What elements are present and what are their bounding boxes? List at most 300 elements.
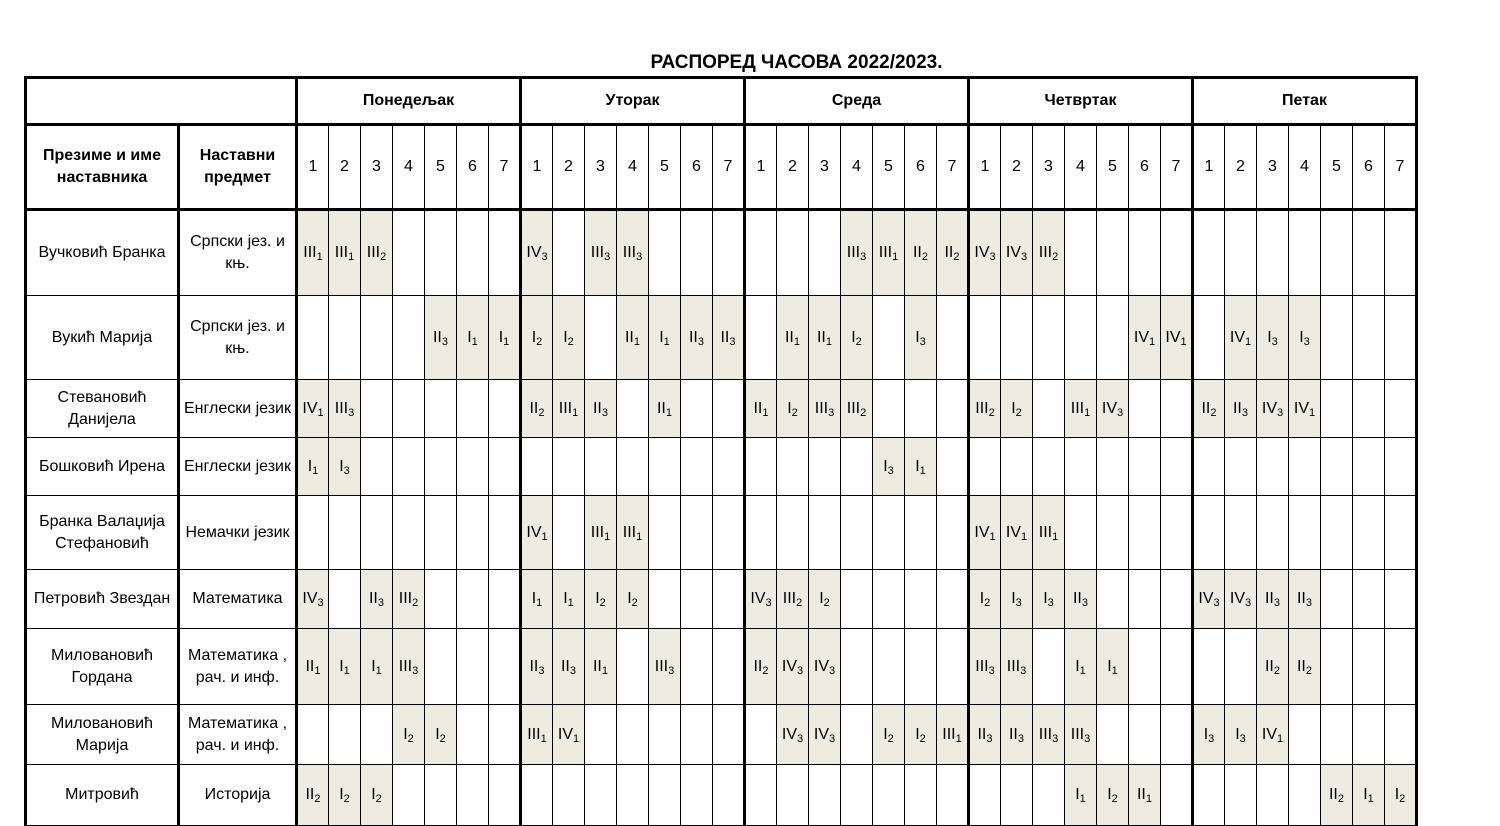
class-section: 3 (887, 464, 894, 477)
class-grade: IV (781, 725, 797, 743)
class-grade: I (1394, 786, 1400, 803)
class-section: 2 (439, 732, 446, 745)
empty-slot (585, 705, 617, 765)
class-section: 1 (989, 530, 996, 543)
class-slot (361, 629, 393, 705)
empty-slot (521, 438, 553, 496)
empty-slot (873, 765, 905, 826)
period-number: 7 (713, 125, 745, 210)
period-number: 5 (873, 125, 905, 210)
class-grade: II (1296, 590, 1306, 607)
class-section: 3 (1271, 335, 1278, 348)
empty-slot (1161, 570, 1193, 629)
class-section: 3 (1241, 406, 1248, 419)
class-grade: I (1203, 725, 1209, 743)
period-number: 6 (1129, 125, 1161, 210)
empty-slot (393, 765, 425, 826)
class-section: 1 (1079, 793, 1086, 805)
class-grade: II (656, 399, 666, 417)
empty-slot (1257, 496, 1289, 570)
empty-slot (1225, 496, 1257, 570)
empty-slot (1321, 438, 1353, 496)
empty-slot (713, 438, 745, 496)
empty-slot (713, 380, 745, 438)
empty-slot (1385, 296, 1417, 380)
class-section: 2 (796, 597, 803, 609)
empty-slot (1033, 765, 1065, 826)
empty-slot (617, 705, 649, 765)
class-slot (1257, 629, 1289, 705)
class-section: 2 (1337, 793, 1344, 805)
class-slot (969, 210, 1001, 296)
class-section: 1 (919, 464, 926, 477)
empty-slot (1033, 629, 1065, 705)
empty-slot (457, 380, 489, 438)
empty-slot (937, 496, 969, 570)
empty-slot (1321, 496, 1353, 570)
class-section: 3 (989, 251, 996, 263)
empty-slot (1385, 496, 1417, 570)
class-slot (777, 380, 809, 438)
empty-slot (425, 765, 457, 826)
class-slot (873, 210, 905, 296)
class-section: 3 (986, 732, 993, 745)
empty-slot (1353, 438, 1385, 496)
empty-slot (297, 496, 329, 570)
empty-slot (681, 210, 713, 296)
class-slot (361, 765, 393, 826)
empty-slot (457, 438, 489, 496)
empty-slot (457, 210, 489, 296)
empty-slot (905, 380, 937, 438)
class-slot (905, 438, 937, 496)
empty-slot (1161, 705, 1193, 765)
class-grade: II (816, 328, 826, 346)
period-number: 5 (1321, 125, 1353, 210)
class-section: 2 (314, 793, 321, 805)
teacher-row (26, 765, 1417, 826)
class-section: 3 (1015, 597, 1022, 609)
class-section: 2 (1399, 793, 1406, 805)
class-slot (1193, 570, 1225, 629)
empty-slot (745, 296, 777, 380)
class-slot (1289, 570, 1321, 629)
class-section: 3 (797, 664, 804, 677)
class-slot (553, 380, 585, 438)
class-section: 3 (765, 597, 772, 609)
class-section: 3 (1047, 597, 1054, 609)
day-header: Среда (745, 78, 969, 125)
empty-slot (393, 438, 425, 496)
empty-slot (1385, 210, 1417, 296)
class-grade: II (1072, 590, 1082, 607)
class-section: 1 (317, 406, 324, 419)
class-grade: II (977, 725, 987, 743)
teacher-subject: Математика , рач. и инф. (179, 705, 297, 765)
day-header: Уторак (521, 78, 745, 125)
empty-slot (1001, 296, 1033, 380)
class-section: 3 (343, 464, 350, 477)
empty-slot (777, 765, 809, 826)
empty-slot (809, 210, 841, 296)
empty-slot (1129, 380, 1161, 438)
class-grade: I (498, 328, 504, 346)
period-number: 1 (1193, 125, 1225, 210)
class-slot (585, 380, 617, 438)
class-slot (457, 296, 489, 380)
empty-slot (425, 380, 457, 438)
empty-slot (585, 438, 617, 496)
class-grade: I (531, 328, 537, 346)
empty-slot (489, 629, 521, 705)
class-slot (585, 210, 617, 296)
class-slot (297, 570, 329, 629)
class-grade: IV (1229, 328, 1245, 346)
teacher-name: Миловановић Гордана (26, 629, 179, 705)
empty-slot (1225, 438, 1257, 496)
class-section: 2 (599, 597, 606, 609)
class-grade: IV (974, 244, 990, 261)
teacher-name: Вучковић Бранка (26, 210, 179, 296)
class-section: 3 (919, 335, 926, 348)
class-grade: II (592, 399, 602, 417)
class-grade: III (334, 244, 349, 261)
class-slot (393, 629, 425, 705)
class-grade: III (975, 657, 989, 675)
class-section: 3 (1020, 664, 1027, 677)
class-grade: III (846, 399, 861, 417)
empty-slot (1321, 570, 1353, 629)
class-grade: IV (1293, 399, 1309, 417)
class-slot (1161, 296, 1193, 380)
class-grade: IV (1133, 328, 1149, 346)
class-grade: I (531, 590, 537, 607)
empty-slot (649, 765, 681, 826)
class-grade: III (398, 657, 413, 675)
empty-slot (297, 296, 329, 380)
class-grade: II (784, 328, 794, 346)
class-grade: II (560, 657, 570, 675)
class-section: 3 (569, 664, 576, 677)
class-section: 1 (540, 732, 547, 745)
class-slot (745, 629, 777, 705)
class-grade: III (622, 244, 637, 261)
empty-slot (329, 705, 361, 765)
class-section: 3 (1239, 732, 1246, 745)
class-section: 2 (1111, 793, 1118, 805)
class-grade: IV (302, 399, 318, 417)
corner-cell (26, 78, 297, 125)
class-grade: IV (1101, 399, 1117, 417)
class-section: 1 (375, 664, 382, 677)
empty-slot (457, 765, 489, 826)
class-slot (329, 210, 361, 296)
class-section: 3 (1273, 597, 1280, 609)
empty-slot (1097, 496, 1129, 570)
class-section: 1 (1180, 335, 1187, 348)
class-slot (777, 296, 809, 380)
class-grade: I (339, 657, 344, 675)
class-grade: III (1038, 244, 1053, 261)
class-section: 3 (317, 597, 324, 609)
empty-slot (649, 496, 681, 570)
day-header: Четвртак (969, 78, 1193, 125)
empty-slot (297, 705, 329, 765)
class-grade: II (1136, 786, 1146, 803)
empty-slot (553, 765, 585, 826)
class-section: 2 (536, 335, 543, 348)
class-section: 3 (729, 335, 736, 348)
class-section: 2 (1305, 664, 1312, 677)
empty-slot (1385, 380, 1417, 438)
empty-slot (553, 438, 585, 496)
class-grade: I (851, 328, 856, 346)
class-slot (969, 570, 1001, 629)
teacher-name: Миловановић Марија (26, 705, 179, 765)
class-section: 3 (829, 732, 836, 745)
empty-slot (745, 438, 777, 496)
class-slot (297, 765, 329, 826)
class-section: 1 (663, 335, 670, 348)
class-grade: III (1038, 725, 1053, 743)
class-slot (649, 629, 681, 705)
class-section: 2 (375, 793, 382, 805)
empty-slot (841, 438, 873, 496)
class-slot (297, 380, 329, 438)
class-section: 2 (984, 597, 991, 609)
empty-slot (713, 705, 745, 765)
class-grade: II (624, 328, 634, 346)
empty-slot (681, 629, 713, 705)
class-grade: II (1264, 657, 1274, 675)
empty-slot (841, 496, 873, 570)
empty-slot (457, 705, 489, 765)
empty-slot (1353, 296, 1385, 380)
empty-slot (1321, 629, 1353, 705)
class-section: 3 (860, 251, 867, 263)
class-section: 1 (1309, 406, 1316, 419)
class-slot (553, 570, 585, 629)
teacher-subject: Енглески језик (179, 438, 297, 496)
empty-slot (841, 705, 873, 765)
empty-slot (1129, 570, 1161, 629)
class-slot (745, 380, 777, 438)
class-slot (905, 210, 937, 296)
period-number: 7 (1385, 125, 1417, 210)
empty-slot (1353, 570, 1385, 629)
class-grade: IV (1261, 725, 1277, 743)
empty-slot (393, 296, 425, 380)
class-grade: I (563, 328, 568, 346)
subject-header: Наставни предмет (179, 125, 297, 210)
class-section: 3 (1017, 732, 1024, 745)
class-slot (681, 296, 713, 380)
class-section: 1 (793, 335, 800, 348)
class-grade: II (944, 244, 954, 261)
class-slot (361, 210, 393, 296)
empty-slot (617, 629, 649, 705)
class-grade: II (432, 328, 442, 346)
empty-slot (1033, 438, 1065, 496)
class-grade: II (368, 590, 378, 607)
empty-slot (681, 570, 713, 629)
class-grade: II (1201, 399, 1211, 417)
class-slot (873, 705, 905, 765)
class-grade: IV (781, 657, 797, 675)
empty-slot (361, 705, 393, 765)
class-grade: III (590, 523, 605, 541)
class-slot (841, 210, 873, 296)
empty-slot (937, 380, 969, 438)
class-grade: I (883, 457, 888, 475)
class-section: 3 (541, 251, 548, 263)
empty-slot (777, 438, 809, 496)
teacher-subject: Енглески језик (179, 380, 297, 438)
class-slot (585, 629, 617, 705)
class-slot (1257, 705, 1289, 765)
empty-slot (489, 496, 521, 570)
empty-slot (1385, 705, 1417, 765)
class-slot (1289, 380, 1321, 438)
empty-slot (713, 765, 745, 826)
empty-slot (1321, 210, 1353, 296)
class-grade: IV (1005, 244, 1021, 261)
class-section: 1 (348, 251, 355, 263)
empty-slot (1065, 296, 1097, 380)
class-grade: I (1075, 657, 1080, 675)
class-section: 1 (892, 251, 899, 263)
period-number: 7 (489, 125, 521, 210)
class-grade: II (1008, 725, 1018, 743)
class-section: 1 (541, 530, 548, 543)
class-section: 1 (1277, 732, 1284, 745)
empty-slot (1161, 765, 1193, 826)
class-grade: I (1267, 328, 1272, 346)
class-section: 1 (1367, 793, 1374, 805)
class-slot (1065, 380, 1097, 438)
empty-slot (1065, 496, 1097, 570)
period-number: 5 (425, 125, 457, 210)
class-section: 1 (312, 464, 319, 477)
class-grade: II (529, 657, 539, 675)
empty-slot (1065, 210, 1097, 296)
class-grade: IV (557, 725, 573, 743)
class-grade: III (878, 244, 893, 261)
class-section: 2 (855, 335, 862, 348)
empty-slot (713, 629, 745, 705)
class-grade: III (846, 244, 861, 261)
class-slot (553, 629, 585, 705)
period-number: 4 (1065, 125, 1097, 210)
class-slot (1225, 380, 1257, 438)
teacher-name: Бранка Валаџија Стефановић (26, 496, 179, 570)
teacher-row (26, 296, 1417, 380)
class-slot (777, 705, 809, 765)
class-slot (1097, 765, 1129, 826)
class-grade: II (529, 399, 539, 417)
empty-slot (681, 705, 713, 765)
period-number: 5 (1097, 125, 1129, 210)
class-slot (425, 296, 457, 380)
class-section: 3 (1213, 597, 1220, 609)
class-section: 1 (633, 335, 640, 348)
class-grade: I (787, 399, 792, 417)
empty-slot (1225, 765, 1257, 826)
empty-slot (1097, 296, 1129, 380)
empty-slot (1193, 765, 1225, 826)
class-slot (521, 210, 553, 296)
class-section: 1 (573, 732, 580, 745)
class-slot (521, 296, 553, 380)
class-slot (1065, 765, 1097, 826)
class-grade: IV (813, 725, 829, 743)
class-grade: I (915, 328, 920, 346)
teacher-name: Бошковић Ирена (26, 438, 179, 496)
teacher-row (26, 438, 1417, 496)
period-number: 4 (841, 125, 873, 210)
class-grade: I (371, 657, 376, 675)
empty-slot (809, 765, 841, 826)
empty-slot (1065, 438, 1097, 496)
empty-slot (745, 765, 777, 826)
empty-slot (617, 765, 649, 826)
empty-slot (1289, 210, 1321, 296)
empty-slot (1193, 438, 1225, 496)
class-slot (329, 765, 361, 826)
empty-slot (617, 438, 649, 496)
empty-slot (809, 496, 841, 570)
empty-slot (1385, 570, 1417, 629)
class-slot (393, 705, 425, 765)
class-grade: I (1075, 786, 1080, 803)
class-slot (969, 496, 1001, 570)
empty-slot (1385, 438, 1417, 496)
empty-slot (937, 570, 969, 629)
class-slot (617, 570, 649, 629)
class-section: 1 (1111, 664, 1118, 677)
schedule-table (24, 76, 1418, 826)
empty-slot (1353, 705, 1385, 765)
class-slot (1257, 296, 1289, 380)
class-section: 1 (1245, 335, 1252, 348)
period-number: 3 (1257, 125, 1289, 210)
period-number: 7 (937, 125, 969, 210)
empty-slot (649, 705, 681, 765)
class-section: 1 (536, 597, 543, 609)
period-number: 1 (969, 125, 1001, 210)
class-grade: II (1264, 590, 1274, 607)
class-section: 2 (567, 335, 574, 348)
class-slot (937, 210, 969, 296)
period-number: 6 (457, 125, 489, 210)
class-section: 1 (314, 664, 321, 677)
empty-slot (841, 629, 873, 705)
class-section: 3 (538, 664, 545, 677)
class-section: 2 (1015, 406, 1022, 419)
class-section: 3 (1245, 597, 1252, 609)
period-number: 5 (649, 125, 681, 210)
teacher-name: Вукић Марија (26, 296, 179, 380)
class-slot (905, 705, 937, 765)
empty-slot (745, 705, 777, 765)
class-section: 2 (921, 251, 928, 263)
class-grade: III (303, 244, 317, 261)
class-slot (777, 570, 809, 629)
empty-slot (841, 570, 873, 629)
empty-slot (777, 496, 809, 570)
class-section: 1 (604, 530, 611, 543)
empty-slot (553, 210, 585, 296)
